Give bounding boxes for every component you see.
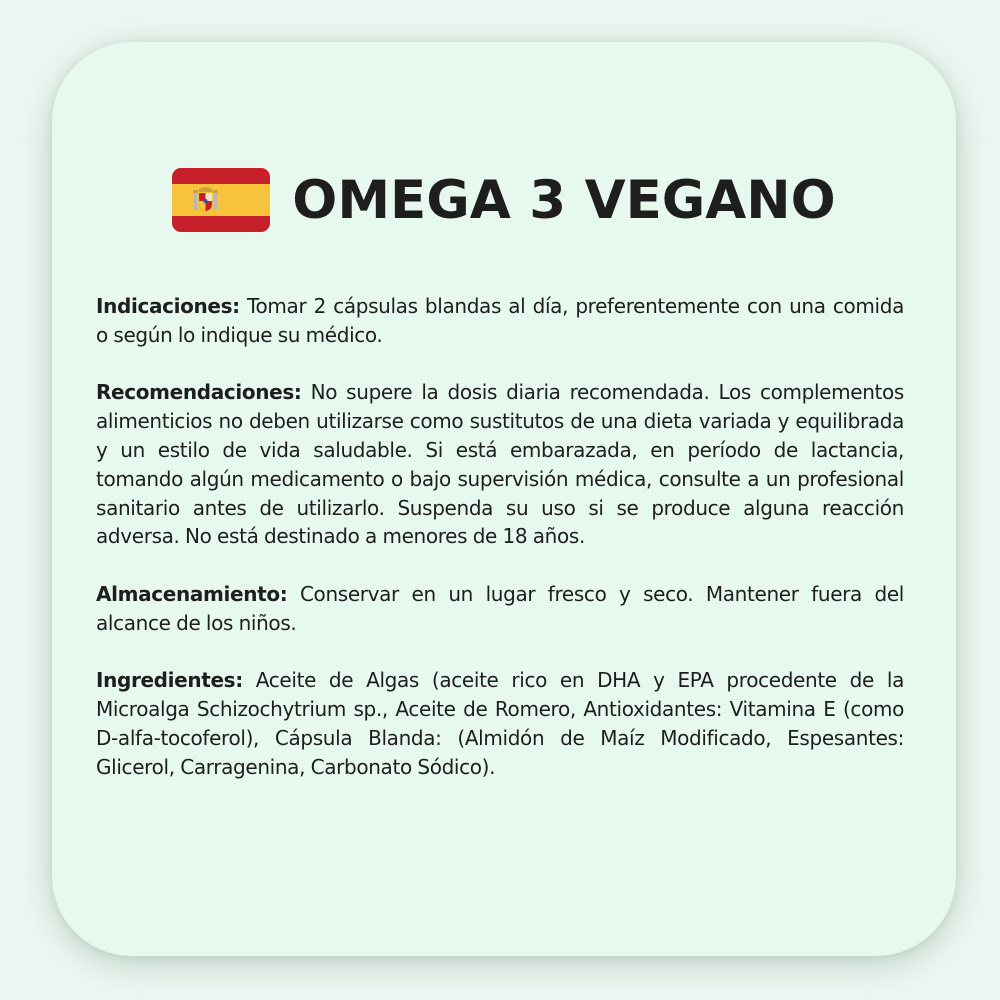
product-details bbox=[96, 292, 904, 782]
ingredientes-label: Ingredientes: bbox=[96, 668, 243, 693]
indicaciones-label: Indicaciones: bbox=[96, 294, 240, 318]
recomendaciones-label: Recomendaciones: bbox=[96, 380, 302, 405]
recomendaciones-paragraph bbox=[96, 378, 904, 551]
product-title: OMEGA 3 VEGANO bbox=[292, 169, 836, 231]
ingredientes-paragraph bbox=[96, 666, 904, 781]
almacenamiento-label: Almacenamiento: bbox=[96, 581, 288, 606]
almacenamiento-paragraph bbox=[96, 580, 904, 638]
almacenamiento-text: Conservar en un lugar fresco y seco. Mantener fuera del alcance de los niños. bbox=[96, 581, 904, 635]
spain-flag-icon bbox=[172, 168, 270, 232]
indicaciones-text: Tomar 2 cápsulas blandas al día, preferentemente con una comida o según lo indique su médico. bbox=[96, 294, 904, 347]
product-info-card bbox=[52, 42, 956, 956]
indicaciones-paragraph bbox=[96, 292, 904, 350]
header bbox=[52, 160, 956, 240]
recomendaciones-text: No supere la dosis diaria recomendada. Los complementos alimenticios no deben utilizarse como sustitutos de una dieta variada y equilibrada y un estilo de vida saludable. Si está embarazada, en período de lactancia, tomando algún medicamento o bajo supervisión médica, consulte a un profesional sanitario antes de utilizarlo. Suspenda su uso si se produce alguna reacción adversa. No está destinado a menores de 18 años. bbox=[96, 380, 904, 549]
ingredientes-text: Aceite de Algas (aceite rico en DHA y EPA procedente de la Microalga Schizochytrium sp., Aceite de Romero, Antioxidantes: Vitamina E (como D-alfa-tocoferol), Cápsula Blanda: (Almidón de Maíz Modificado, Espesantes: Glicerol, Carragenina, Carbonato Sódico). bbox=[96, 668, 904, 779]
